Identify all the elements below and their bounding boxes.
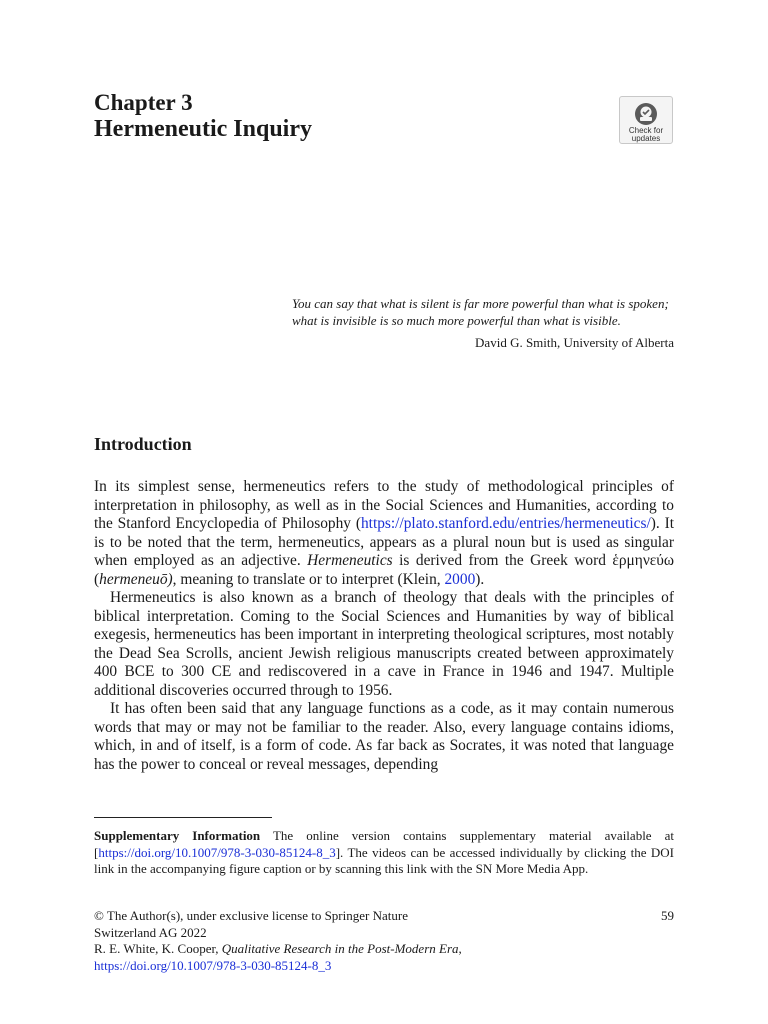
book-citation (94, 941, 674, 958)
footnote-text: The online version contains supplementary material available at [ (94, 828, 674, 860)
section-heading: Introduction (94, 434, 192, 454)
epigraph (292, 296, 674, 352)
page-footer (94, 908, 674, 974)
emphasis-hermeneuo: hermeneuō) (99, 570, 173, 588)
stanford-link[interactable]: https://plato.stanford.edu/entries/hermeneutics/ (360, 515, 651, 532)
citation-comma: , (458, 941, 462, 956)
epigraph-author: David G. Smith, University of Alberta (475, 335, 674, 350)
citation-link[interactable]: 2000 (444, 570, 476, 588)
badge-text-line2: updates (631, 134, 661, 143)
check-for-updates-badge[interactable] (619, 96, 673, 144)
page-number: 59 (661, 908, 674, 923)
check-for-updates-icon (633, 101, 659, 127)
paragraph-text: ). (475, 570, 485, 588)
copyright-line: © The Author(s), under exclusive license to Springer Nature (94, 908, 408, 923)
chapter-doi-link[interactable]: https://doi.org/10.1007/978-3-030-85124-8_3 (94, 957, 332, 973)
body-text (94, 478, 674, 774)
paragraph-text: ). It is to be noted that the term, hermeneutics, appears as a plural noun but is used as singular when employed as an adjective. (94, 515, 674, 569)
paragraph-text: In its simplest sense, hermeneutics refers to the study of methodological principles of interpretation in philosophy, as well as in the Social Sciences and Humanities, according to the Stanford Encyclopedia of Philosophy ( (94, 478, 674, 532)
book-authors: R. E. White, K. Cooper, (94, 941, 222, 956)
footnote-text: ]. The videos can be accessed individually by clicking the DOI link in the accompanying figure caption or by scanning this link with the SN More Media App. (94, 844, 674, 876)
chapter-label: Chapter 3 (94, 90, 193, 115)
supplementary-doi-link[interactable]: https://doi.org/10.1007/978-3-030-85124-8_3 (98, 844, 336, 860)
emphasis-hermeneutics: Hermeneutics (307, 552, 393, 569)
paragraph-text: , meaning to translate or to interpret (Klein, (172, 570, 445, 588)
paragraph-text: is derived from the Greek word ἑρμηνεύω ( (94, 552, 674, 588)
footnote-label: Supplementary Information (94, 828, 261, 843)
epigraph-quote: You can say that what is silent is far more powerful than what is spoken; what is invisible is so much more powerful than what is visible. (292, 296, 669, 328)
chapter-title: Hermeneutic Inquiry (94, 116, 312, 142)
footnote (94, 828, 674, 878)
paragraph-2: Hermeneutics is also known as a branch of theology that deals with the principles of biblical interpretation. Coming to the Social Sciences and Humanities by way of biblical exegesis, hermeneutics has been important in interpreting theological scriptures, most notably the Dead Sea Scrolls, ancient Jewish religious manuscripts created between approximately 400 BCE to 300 CE and rediscovered in a cave in France in 1946 and 1947. Multiple additional discoveries occurred through to 1956. (94, 589, 674, 699)
book-title: Qualitative Research in the Post-Modern Era (221, 941, 459, 956)
badge-text-line1: Check for (628, 126, 664, 135)
paragraph-1 (94, 478, 674, 589)
copyright-line: Switzerland AG 2022 (94, 924, 207, 940)
footnote-divider (94, 817, 272, 818)
paragraph-3: It has often been said that any language functions as a code, as it may contain numerous words that may or may not be familiar to the reader. Also, every language contains idioms, which, in and of itself, is a form of code. As far back as Socrates, it was noted that language has the power to conceal or reveal messages, depending (94, 700, 674, 773)
